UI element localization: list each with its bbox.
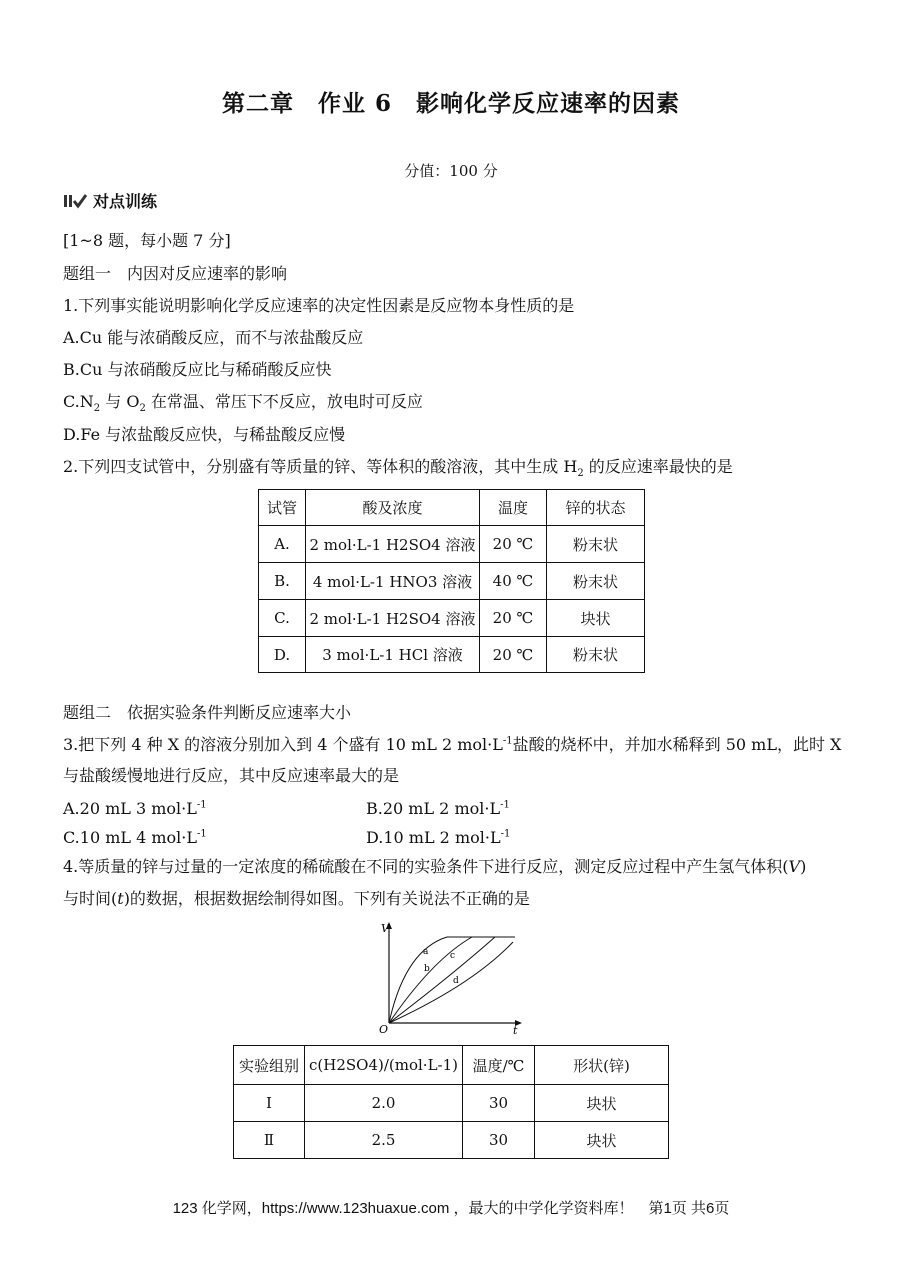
q4-stem-var: t — [117, 889, 124, 908]
q3-stem-part: 盐酸的烧杯中，并加水稀释到 50 mL，此时 X — [512, 735, 842, 754]
q3-stem-line1 — [63, 733, 841, 757]
q4-stem-part: ) — [800, 857, 807, 876]
range-note: [1~8 题，每小题 7 分] — [63, 231, 231, 250]
q3-option-text: B.20 mL 2 mol·L — [366, 799, 501, 818]
q2-header: 试管 — [259, 490, 306, 526]
q2-stem-sub: 2 — [577, 468, 584, 480]
q4-cell-group: Ⅰ — [234, 1085, 305, 1122]
q2-table — [258, 489, 645, 673]
section-heading-text: 对点训练 — [93, 192, 158, 211]
q2-cell-tube: B. — [259, 563, 306, 600]
q2-header: 酸及浓度 — [306, 490, 480, 526]
q3-option-sup: -1 — [500, 799, 510, 811]
q3-option-text: A.20 mL 3 mol·L — [63, 799, 197, 818]
q4-cell-shape: 块状 — [535, 1085, 669, 1122]
q2-cell-acid: 2 mol·L-1 H2SO4 溶液 — [306, 526, 480, 563]
q1-c-part: C.N — [63, 392, 94, 411]
q4-cell-conc: 2.0 — [305, 1085, 463, 1122]
q2-cell-acid: 4 mol·L-1 HNO3 溶液 — [306, 563, 480, 600]
x-axis-label: t — [513, 1024, 518, 1037]
q4-header: 实验组别 — [234, 1046, 305, 1085]
q1-option-b: B.Cu 与浓硝酸反应比与稀硝酸反应快 — [63, 360, 332, 379]
section-heading — [63, 189, 157, 212]
q4-stem-var: V — [788, 857, 801, 876]
curve-c — [389, 937, 515, 1023]
q4-header: 形状(锌) — [535, 1046, 669, 1085]
q4-header: 温度/℃ — [463, 1046, 535, 1085]
curve-b — [389, 937, 515, 1023]
q2-cell-state: 粉末状 — [547, 526, 645, 563]
q4-stem-part: )的数据，根据数据绘制得如图。下列有关说法不正确的是 — [123, 889, 530, 908]
q3-option-d — [366, 826, 510, 850]
q4-header: c(H2SO4)/(mol·L-1) — [305, 1046, 463, 1085]
curve-a — [389, 937, 515, 1023]
q2-cell-temp: 20 ℃ — [480, 600, 547, 637]
q3-option-sup: -1 — [196, 828, 207, 840]
curve-label-a: a — [423, 947, 429, 957]
q4-table — [233, 1045, 669, 1159]
q4-cell-temp: 30 — [463, 1122, 535, 1159]
q2-cell-acid: 3 mol·L-1 HCl 溶液 — [306, 637, 480, 673]
y-axis-label: V — [381, 922, 389, 935]
q2-cell-state: 粉末状 — [547, 637, 645, 673]
group-heading-1: 题组一 内因对反应速率的影响 — [63, 264, 288, 283]
q3-option-a — [63, 797, 207, 821]
q2-cell-state: 粉末状 — [547, 563, 645, 600]
q4-cell-shape: 块状 — [535, 1122, 669, 1159]
q2-stem-part: 2.下列四支试管中，分别盛有等质量的锌、等体积的酸溶液，其中生成 H — [63, 457, 578, 476]
q1-c-part: 在常温、常压下不反应，放电时可反应 — [145, 392, 423, 411]
curve-label-c: c — [450, 951, 456, 961]
volume-time-graph — [377, 920, 537, 1038]
q4-stem-line1 — [63, 855, 806, 879]
q1-option-d: D.Fe 与浓盐酸反应快，与稀盐酸反应慢 — [63, 425, 346, 444]
q2-cell-acid: 2 mol·L-1 H2SO4 溶液 — [306, 600, 480, 637]
q2-cell-tube: C. — [259, 600, 306, 637]
q3-option-b — [366, 797, 510, 821]
q2-cell-temp: 40 ℃ — [480, 563, 547, 600]
q2-stem-part: 的反应速率最快的是 — [583, 457, 733, 476]
q2-stem — [63, 455, 733, 479]
q3-option-sup: -1 — [500, 828, 511, 840]
q3-stem-line2: 与盐酸缓慢地进行反应，其中反应速率最大的是 — [63, 766, 400, 785]
q2-cell-tube: A. — [259, 526, 306, 563]
q4-stem-line2 — [63, 887, 530, 911]
q1-option-c — [63, 390, 423, 414]
q3-stem-part: 3.把下列 4 种 X 的溶液分别加入到 4 个盛有 10 mL 2 mol·L — [63, 735, 503, 754]
origin-label: O — [379, 1023, 389, 1036]
q2-cell-state: 块状 — [547, 600, 645, 637]
q4-stem-part: 与时间( — [63, 889, 118, 908]
checkbox-icon — [63, 193, 87, 209]
q2-cell-tube: D. — [259, 637, 306, 673]
q3-option-text: D.10 mL 2 mol·L — [366, 828, 501, 847]
q3-stem-sup: -1 — [502, 735, 513, 747]
curve-label-d: d — [453, 976, 459, 986]
q4-cell-temp: 30 — [463, 1085, 535, 1122]
q1-stem: 1.下列事实能说明影响化学反应速率的决定性因素是反应物本身性质的是 — [63, 296, 575, 315]
page-footer: 123 化学网，https://www.123huaxue.com ，最大的中学化学资料库！ 第1页 共6页 — [172, 1200, 730, 1217]
q2-cell-temp: 20 ℃ — [480, 637, 547, 673]
q2-header: 锌的状态 — [547, 490, 645, 526]
q2-cell-temp: 20 ℃ — [480, 526, 547, 563]
q3-option-sup: -1 — [196, 799, 207, 811]
q1-c-sub: 2 — [139, 403, 146, 415]
q4-stem-part: 4.等质量的锌与过量的一定浓度的稀硫酸在不同的实验条件下进行反应，测定反应过程中产生氢气体积( — [63, 857, 789, 876]
group-heading-2: 题组二 依据实验条件判断反应速率大小 — [63, 703, 352, 722]
curve-label-b: b — [424, 964, 430, 974]
score-label: 分值：100 分 — [404, 162, 498, 180]
q2-header: 温度 — [480, 490, 547, 526]
q1-option-a: A.Cu 能与浓硝酸反应，而不与浓盐酸反应 — [63, 328, 364, 347]
q1-c-part: 与 O — [100, 392, 140, 411]
q1-c-sub: 2 — [93, 403, 101, 415]
q4-cell-group: Ⅱ — [234, 1122, 305, 1159]
q3-option-c — [63, 826, 207, 850]
page-title: 第二章 作业 6 影响化学反应速率的因素 — [221, 90, 680, 117]
q4-cell-conc: 2.5 — [305, 1122, 463, 1159]
q3-option-text: C.10 mL 4 mol·L — [63, 828, 197, 847]
